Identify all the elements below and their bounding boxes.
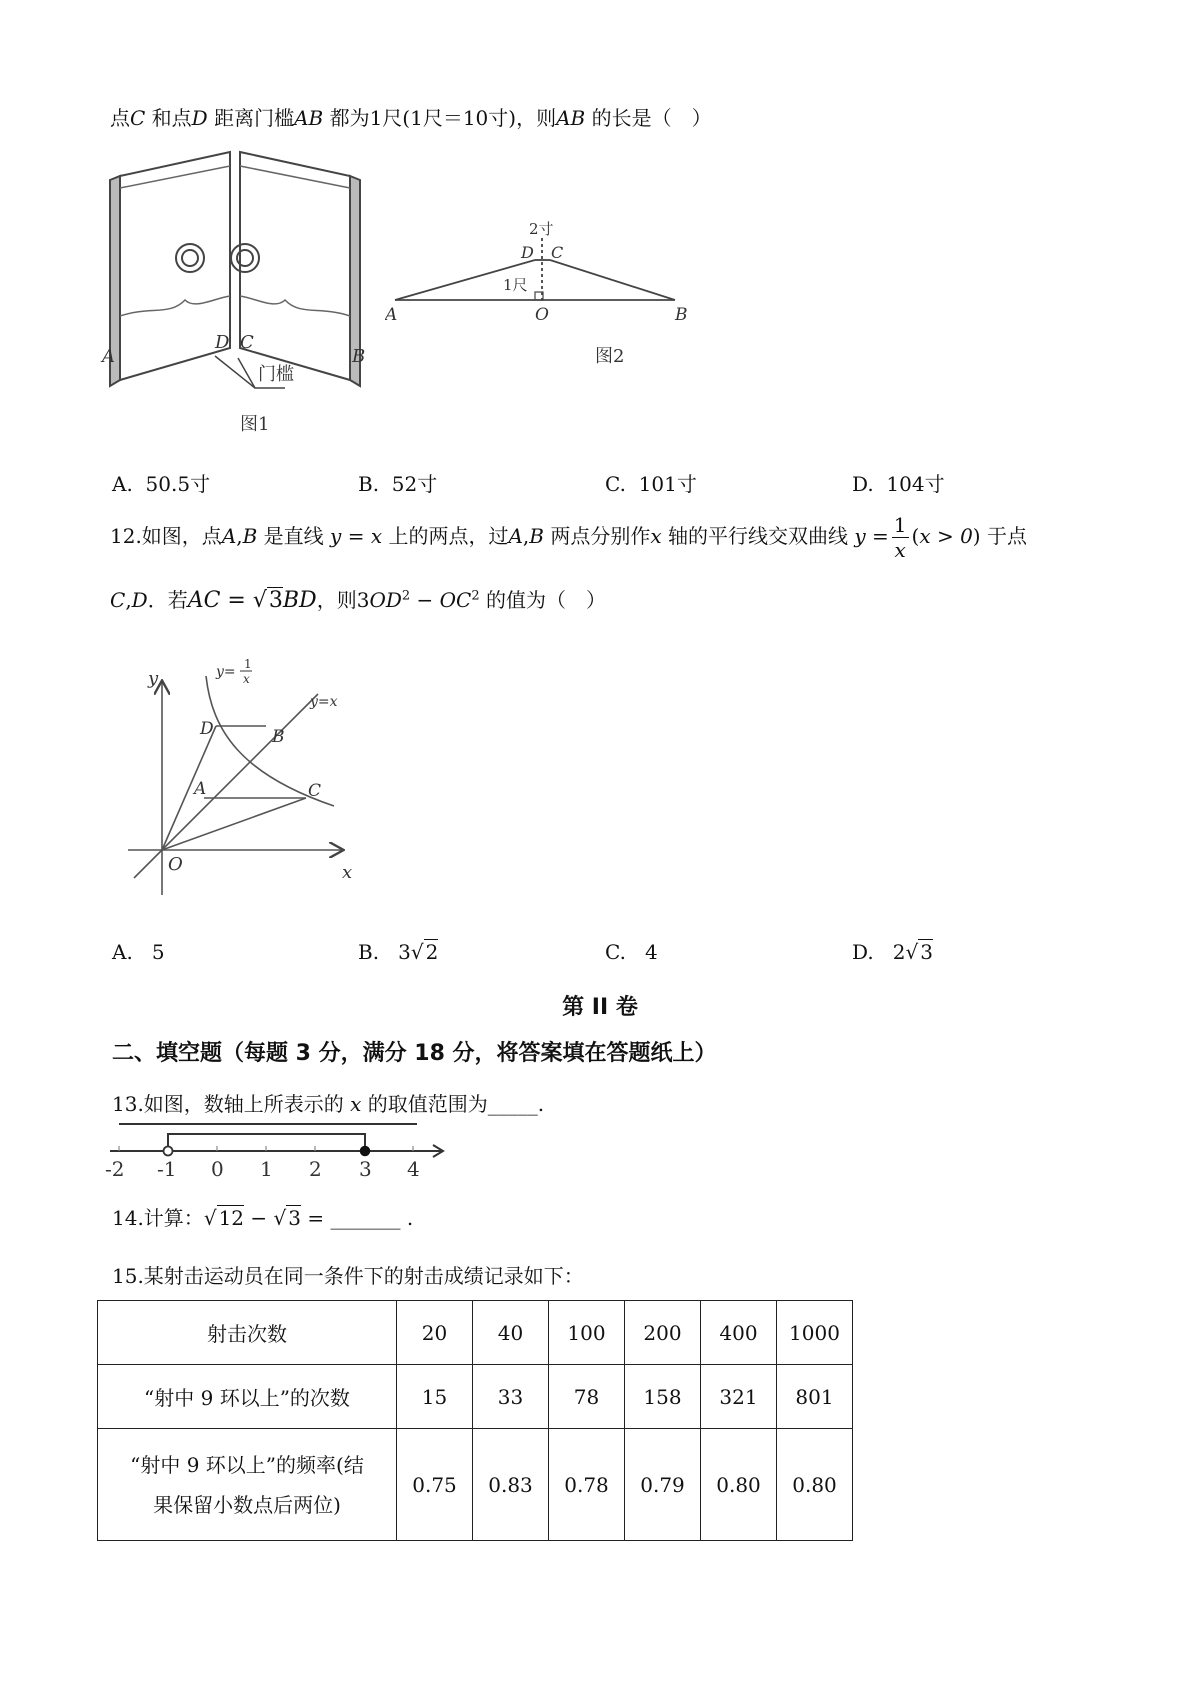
option-letter: C.	[605, 472, 626, 496]
right-door-knocker-icon	[231, 244, 259, 272]
table-cell: 0.83	[473, 1429, 549, 1541]
sqrt-sign: √	[273, 1206, 287, 1230]
fig2-label-d: D	[521, 243, 534, 262]
row-header-line: “射中 9 环以上”的频率(结	[130, 1452, 364, 1477]
option-text: 50.5寸	[145, 472, 211, 496]
fig2-label-c: C	[551, 243, 564, 262]
table-cell: 78	[549, 1365, 625, 1429]
q12-text: )	[972, 524, 981, 548]
q12-text: ,	[236, 524, 243, 548]
q11-option-d[interactable]	[852, 468, 945, 497]
tick-label: -1	[157, 1157, 177, 1180]
fig2-label-2cun: 2寸	[529, 220, 554, 238]
q12-text: −	[410, 588, 440, 612]
left-door-knocker-icon	[176, 244, 204, 272]
option-letter: B.	[358, 940, 380, 964]
table-cell: 0.80	[701, 1429, 777, 1541]
option-text: 5	[151, 940, 165, 964]
q15-record-table	[97, 1300, 853, 1541]
q12-math: y = x	[330, 524, 383, 548]
curve-label: y=	[216, 664, 236, 680]
q11-text: 距离门槛	[207, 106, 295, 130]
volume-title: 第 II 卷	[562, 995, 638, 1020]
q11-text: 的长是（ ）	[585, 106, 712, 130]
graph-label-o: O	[168, 854, 183, 875]
table-cell: 0.78	[549, 1429, 625, 1541]
row-header-shots: 射击次数	[98, 1301, 397, 1365]
q12-text: 轴的平行线交双曲线	[661, 524, 855, 548]
fig1-label-threshold: 门槛	[258, 364, 294, 385]
option-text: 3	[398, 940, 411, 964]
q12-text: (	[911, 524, 920, 548]
q12-var: x	[650, 524, 662, 548]
q11-var: AB	[294, 106, 324, 130]
table-cell: 40	[473, 1301, 549, 1365]
sqrt-sign: √	[905, 940, 919, 964]
tick-label: -2	[105, 1157, 125, 1180]
graph-label-x: x	[342, 862, 353, 883]
sqrt-sign: √	[252, 588, 267, 613]
table-cell: 0.80	[777, 1429, 853, 1541]
tick-label: 0	[211, 1157, 224, 1180]
q12-math: OD	[369, 588, 402, 612]
fig2-label-a: A	[385, 305, 398, 325]
tick-label: 4	[407, 1157, 420, 1180]
q12-math: BD	[282, 588, 317, 613]
q12-text: 上的两点，过	[382, 524, 509, 548]
q12-math: OC	[439, 588, 472, 612]
sqrt-radicand: 3	[920, 940, 933, 964]
q11-option-b[interactable]	[358, 468, 437, 497]
q12-stem-line-2	[110, 584, 606, 613]
q12-fraction	[892, 513, 909, 562]
q14-text: = _______ .	[300, 1206, 414, 1230]
curve-label-numerator: 1	[244, 657, 252, 671]
q11-stem	[110, 102, 712, 131]
q12-var: A	[221, 524, 237, 548]
table-cell: 200	[625, 1301, 701, 1365]
tick-label: 3	[359, 1157, 372, 1180]
q12-text: ，则3	[316, 588, 370, 612]
option-letter: B.	[358, 472, 380, 496]
q13-stem	[112, 1088, 544, 1117]
graph-label-c: C	[308, 781, 322, 801]
q12-var: B	[529, 524, 544, 548]
q13-var: x	[350, 1092, 362, 1116]
q13-text: 的取值范围为_____.	[361, 1092, 545, 1116]
q13-text: 13.如图，数轴上所表示的	[112, 1092, 351, 1116]
section-2-title: 二、填空题（每题 3 分，满分 18 分，将答案填在答题纸上）	[112, 1041, 717, 1066]
q11-var: C	[130, 106, 146, 130]
segment-od	[162, 726, 216, 850]
table-cell: 33	[473, 1365, 549, 1429]
fig1-caption: 图1	[240, 414, 270, 435]
sqrt-radicand: 2	[425, 940, 439, 964]
fig1-label-a: A	[102, 346, 115, 367]
option-letter: D.	[852, 472, 874, 496]
fig2-label-b: B	[675, 305, 688, 325]
closed-endpoint-3	[361, 1147, 370, 1156]
q14-text: −	[244, 1206, 274, 1230]
q12-graph	[120, 650, 400, 900]
q12-text: 两点分别作	[543, 524, 651, 548]
graph-label-b: B	[272, 727, 285, 747]
table-cell: 801	[777, 1365, 853, 1429]
graph-label-a: A	[194, 779, 207, 799]
curve-label-denominator: x	[243, 672, 250, 686]
fig2-caption: 图2	[595, 346, 625, 367]
fig1-label-d: D	[215, 332, 230, 353]
option-letter: D.	[852, 940, 874, 964]
sqrt-radicand: 3	[268, 588, 283, 613]
q14-stem	[112, 1202, 413, 1231]
q11-var: D	[191, 106, 208, 130]
table-row	[98, 1365, 853, 1429]
fraction-denominator: x	[894, 538, 906, 562]
row-header-hits: “射中 9 环以上”的次数	[98, 1365, 397, 1429]
q12-text: ,	[522, 524, 530, 548]
q13-number-line	[105, 1118, 445, 1180]
q12-text: 的值为（ ）	[479, 588, 606, 612]
left-door	[120, 152, 230, 380]
sqrt-sign: √	[203, 1206, 217, 1230]
table-cell: 158	[625, 1365, 701, 1429]
option-letter: A.	[112, 472, 133, 496]
q12-stem-line-1	[110, 508, 1027, 564]
q12-math: x > 0	[919, 524, 973, 548]
option-letter: C.	[605, 940, 626, 964]
q12-option-a[interactable]	[112, 940, 165, 964]
table-row	[98, 1301, 853, 1365]
q12-math: AC =	[187, 588, 253, 613]
table-cell: 0.75	[397, 1429, 473, 1541]
line-label: y=x	[310, 694, 338, 710]
q14-text: 14.计算：	[112, 1206, 204, 1230]
q12-option-b[interactable]	[358, 940, 438, 964]
q11-var: AB	[556, 106, 586, 130]
q12-option-c[interactable]	[605, 940, 658, 964]
q15-stem: 15.某射击运动员在同一条件下的射击成绩记录如下：	[112, 1264, 584, 1288]
q11-text: 点	[110, 106, 130, 130]
q11-text: 都为1尺(1尺＝10寸)，则	[323, 106, 557, 130]
sqrt-radicand: 3	[288, 1206, 301, 1230]
fig2-label-1chi: 1尺	[503, 276, 528, 294]
q12-var: A	[508, 524, 523, 548]
q12-option-d[interactable]	[852, 940, 933, 964]
table-row	[98, 1429, 853, 1541]
fraction-numerator: 1	[893, 513, 907, 537]
table-cell: 321	[701, 1365, 777, 1429]
figure-2-triangle	[385, 220, 715, 380]
q12-var: D	[131, 588, 148, 612]
sqrt-radicand: 12	[218, 1206, 245, 1230]
option-text: 2	[892, 940, 906, 964]
q12-text: 是直线	[257, 524, 331, 548]
option-text: 52寸	[391, 472, 438, 496]
option-text: 101寸	[638, 472, 697, 496]
fig1-label-c: C	[240, 332, 254, 353]
table-cell: 20	[397, 1301, 473, 1365]
table-cell: 1000	[777, 1301, 853, 1365]
q12-math: y =	[854, 524, 889, 548]
figure-1-doors	[100, 148, 370, 448]
row-header-frequency	[98, 1429, 397, 1541]
q11-option-a[interactable]	[112, 468, 210, 497]
sqrt-sign: √	[410, 940, 424, 964]
q12-text: 于点	[980, 524, 1027, 548]
table-cell: 400	[701, 1301, 777, 1365]
graph-label-d: D	[200, 719, 214, 739]
table-cell: 0.79	[625, 1429, 701, 1541]
q12-exponent: 2	[471, 588, 480, 604]
option-text: 4	[645, 940, 658, 964]
tick-label: 2	[309, 1157, 322, 1180]
segment-oc	[162, 798, 306, 850]
table-cell: 15	[397, 1365, 473, 1429]
option-letter: A.	[112, 940, 133, 964]
q12-exponent: 2	[401, 588, 411, 604]
option-text: 104寸	[886, 472, 945, 496]
fig2-label-o: O	[535, 305, 549, 325]
table-cell: 100	[549, 1301, 625, 1365]
q11-option-c[interactable]	[605, 468, 697, 497]
q11-text: 和点	[145, 106, 192, 130]
q12-text: 12.如图，点	[110, 524, 222, 548]
open-endpoint-minus-1	[164, 1147, 173, 1156]
q12-text: ．若	[147, 588, 188, 612]
q12-text: ,	[125, 588, 132, 612]
q12-var: B	[242, 524, 258, 548]
tick-label: 1	[260, 1157, 273, 1180]
fig1-label-b: B	[352, 346, 366, 367]
graph-label-y: y	[148, 668, 159, 689]
row-header-line: 果保留小数点后两位)	[153, 1492, 341, 1517]
q12-var: C	[110, 588, 126, 612]
